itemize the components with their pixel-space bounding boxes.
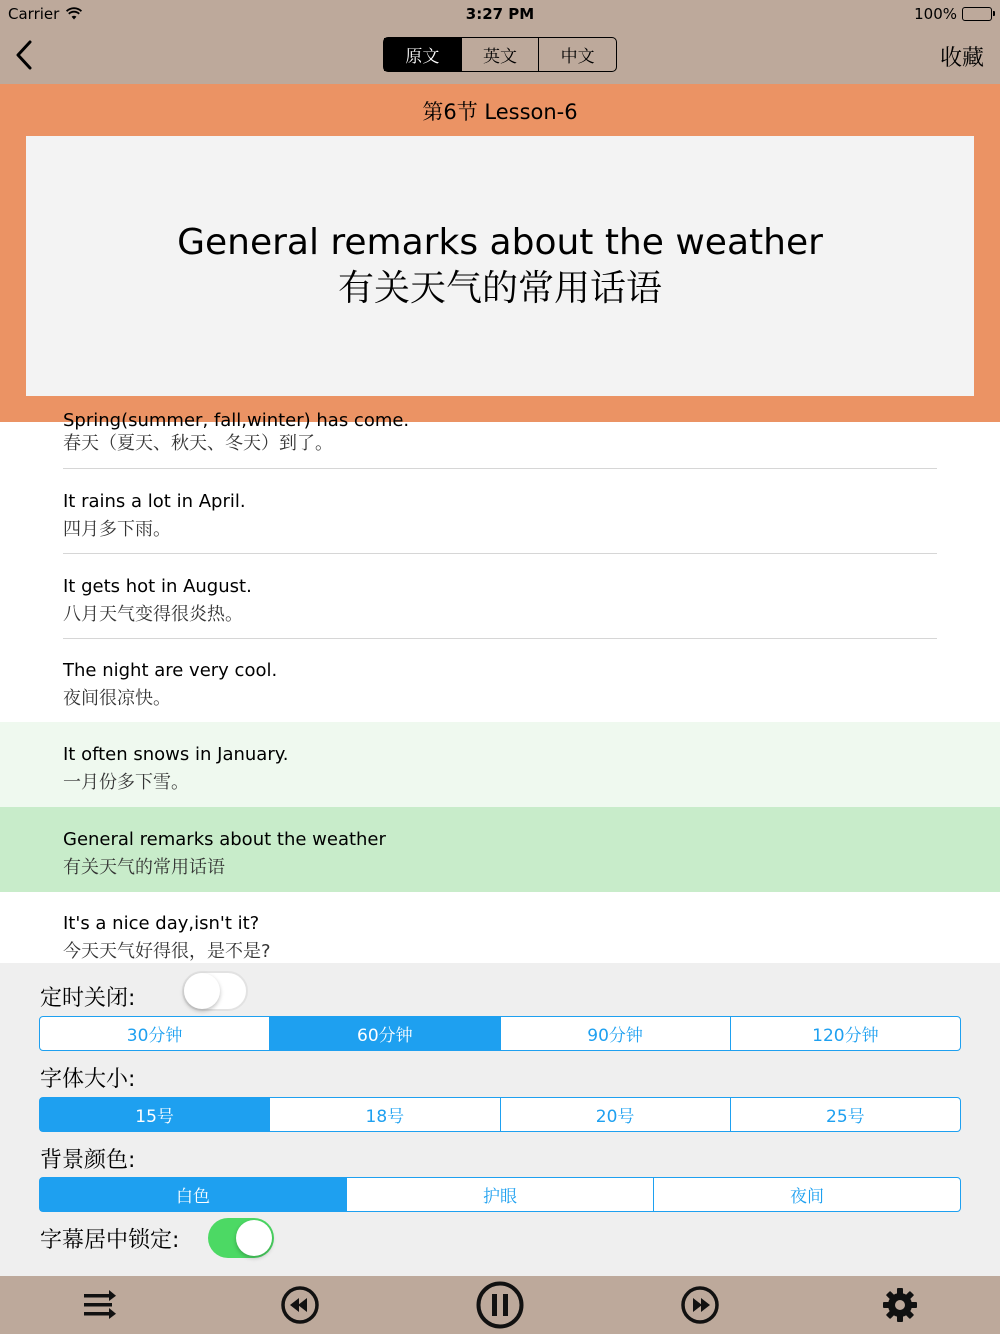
gear-icon: [882, 1287, 918, 1323]
timer-toggle[interactable]: [182, 971, 248, 1011]
toggle-knob: [184, 973, 220, 1009]
sentence-en: The night are very cool.: [63, 660, 278, 681]
previous-icon: [280, 1285, 320, 1325]
font-size-options: [39, 1097, 961, 1132]
sentence-en: Spring(summer, fall,winter) has come.: [63, 410, 410, 431]
chevron-left-icon: [12, 38, 42, 72]
clock: 3:27 PM: [465, 5, 535, 23]
list-item-current[interactable]: [0, 807, 1000, 892]
carrier-label: Carrier: [8, 5, 60, 23]
battery-percent: 100%: [914, 5, 957, 23]
tab-original[interactable]: 原文: [384, 38, 461, 71]
list-item[interactable]: [0, 722, 1000, 807]
background-color-label: 背景颜色:: [40, 1148, 136, 1173]
timer-option-30[interactable]: 30分钟: [126, 1026, 183, 1046]
battery-icon: [962, 7, 992, 21]
timer-options: [39, 1016, 961, 1051]
background-color-options: [39, 1177, 961, 1212]
language-switch: [383, 37, 617, 72]
bg-option-eye-care[interactable]: 护眼: [346, 1178, 653, 1211]
list-item[interactable]: [0, 410, 1000, 469]
toggle-knob: [236, 1220, 272, 1256]
sentence-list[interactable]: [0, 410, 1000, 963]
nav-bar: [0, 28, 1000, 84]
playlist-button[interactable]: [70, 1276, 130, 1334]
list-item[interactable]: [0, 638, 1000, 723]
font-option-25[interactable]: 25号: [730, 1098, 960, 1131]
lesson-header: [0, 84, 1000, 422]
favorite-button[interactable]: 收藏: [939, 46, 984, 71]
sentence-en: It gets hot in August.: [63, 576, 252, 597]
current-subtitle-en: General remarks about the weather: [177, 222, 823, 263]
subtitle-lock-label: 字幕居中锁定:: [40, 1228, 180, 1253]
sentence-en: It's a nice day,isn't it?: [63, 913, 260, 934]
sentence-zh: 一月份多下雪。: [63, 772, 189, 793]
sentence-zh: 有关天气的常用话语: [63, 857, 225, 878]
sentence-zh: 今天天气好得很，是不是?: [63, 941, 271, 962]
timer-option-120[interactable]: 120分钟: [730, 1017, 960, 1050]
settings-panel: [0, 963, 1000, 1276]
tab-english[interactable]: 英文: [461, 38, 539, 71]
sentence-zh: 夜间很凉快。: [63, 688, 171, 709]
sentence-en: General remarks about the weather: [63, 829, 386, 850]
player-toolbar: [0, 1276, 1000, 1334]
list-item[interactable]: [0, 469, 1000, 554]
list-item[interactable]: [0, 554, 1000, 639]
font-size-label: 字体大小:: [40, 1067, 136, 1092]
font-option-20[interactable]: 20号: [500, 1098, 730, 1131]
lesson-title: 第6节 Lesson-6: [422, 100, 578, 124]
timer-label: 定时关闭:: [40, 986, 136, 1011]
next-icon: [680, 1285, 720, 1325]
sentence-en: It often snows in January.: [63, 744, 289, 765]
pause-icon: [475, 1280, 525, 1330]
font-option-15[interactable]: 15号: [40, 1098, 269, 1131]
tab-chinese[interactable]: 中文: [538, 38, 616, 71]
sentence-zh: 春天（夏天、秋天、冬天）到了。: [63, 433, 333, 454]
sentence-zh: 八月天气变得很炎热。: [63, 604, 243, 625]
subtitle-lock-toggle[interactable]: [208, 1218, 274, 1258]
previous-button[interactable]: [270, 1276, 330, 1334]
next-button[interactable]: [670, 1276, 730, 1334]
pause-button[interactable]: [470, 1276, 530, 1334]
settings-button[interactable]: [870, 1276, 930, 1334]
sentence-zh: 四月多下雨。: [63, 519, 171, 540]
bg-option-white[interactable]: 白色: [40, 1178, 346, 1211]
sentence-en: It rains a lot in April.: [63, 491, 246, 512]
timer-option-60[interactable]: 60分钟: [269, 1017, 499, 1050]
timer-option-90[interactable]: 90分钟: [500, 1017, 730, 1050]
font-option-18[interactable]: 18号: [269, 1098, 499, 1131]
current-subtitle-zh: 有关天气的常用话语: [337, 268, 662, 309]
playlist-icon: [82, 1290, 118, 1320]
current-subtitle-card: [26, 136, 974, 396]
back-button[interactable]: [12, 38, 42, 72]
status-bar: [0, 0, 1000, 28]
bg-option-night[interactable]: 夜间: [653, 1178, 960, 1211]
